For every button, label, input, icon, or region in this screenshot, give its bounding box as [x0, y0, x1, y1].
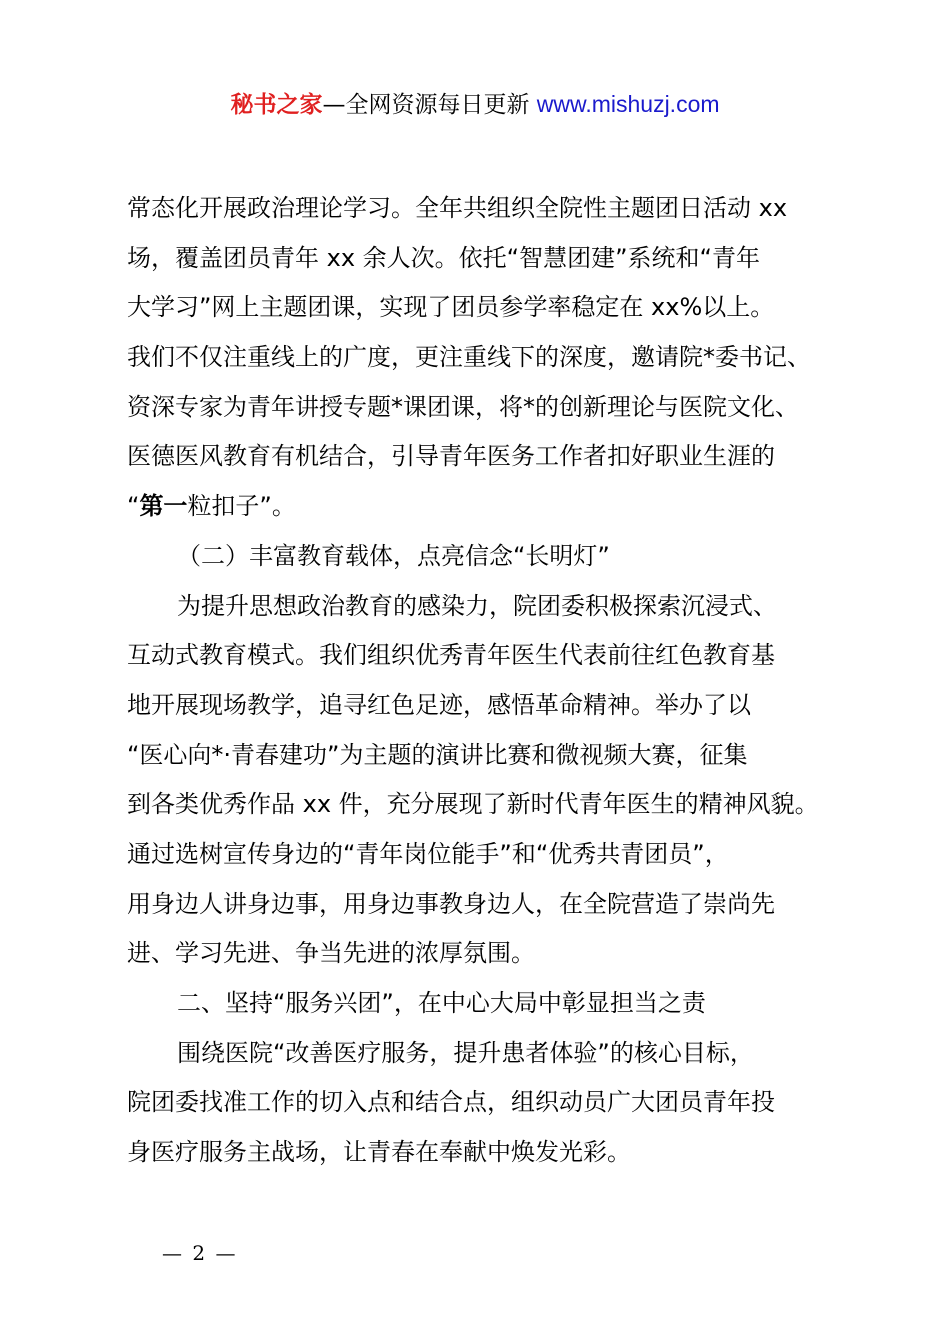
text-line: 我们不仅注重线上的广度，更注重线下的深度，邀请院*委书记、	[127, 343, 811, 372]
text-line	[127, 482, 847, 532]
text-line: 场，覆盖团员青年 xx 余人次。依托“智慧团建”系统和“青年	[127, 243, 760, 272]
text-line: 资深专家为青年讲授专题*课团课，将*的创新理论与医院文化、	[127, 392, 799, 421]
quote-rest: 粒扣子”。	[187, 492, 296, 521]
page-number: — 2 —	[162, 1241, 238, 1265]
site-header	[0, 88, 950, 121]
site-url[interactable]: www.mishuzj.com	[536, 91, 720, 117]
site-brand: 秘书之家	[230, 92, 323, 118]
text-line: 身医疗服务主战场，让青春在奉献中焕发光彩。	[127, 1138, 631, 1167]
document-body	[127, 184, 847, 1178]
site-tagline: —全网资源每日更新	[322, 92, 530, 118]
text-line: 用身边人讲身边事，用身边事教身边人，在全院营造了崇尚先	[127, 889, 775, 918]
text-line: 进、学习先进、争当先进的浓厚氛围。	[127, 939, 535, 968]
text-line: 互动式教育模式。我们组织优秀青年医生代表前往红色教育基	[127, 641, 775, 670]
text-line: 常态化开展政治理论学习。全年共组织全院性主题团日活动 xx	[127, 194, 788, 222]
section-heading: 二、坚持“服务兴团”，在中心大局中彰显担当之责	[177, 989, 706, 1017]
text-line: 大学习”网上主题团课，实现了团员参学率稳定在 xx%以上。	[127, 293, 775, 322]
text-line: 地开展现场教学，追寻红色足迹，感悟革命精神。举办了以	[127, 690, 751, 719]
text-line: 到各类优秀作品 xx 件，充分展现了新时代青年医生的精神风貌。	[127, 790, 819, 819]
text-line: “医心向*·青春建功”为主题的演讲比赛和微视频大赛，征集	[127, 740, 748, 769]
section-heading: （二）丰富教育载体，点亮信念“长明灯”	[177, 541, 610, 570]
text-line: 院团委找准工作的切入点和结合点，组织动员广大团员青年投	[127, 1088, 775, 1117]
text-line: 通过选树宣传身边的“青年岗位能手”和“优秀共青团员”，	[127, 839, 729, 868]
quote-open: “	[127, 492, 140, 521]
bold-text: 第一	[139, 492, 188, 521]
text-line: 为提升思想政治教育的感染力，院团委积极探索沉浸式、	[177, 591, 777, 620]
text-line: 围绕医院“改善医疗服务，提升患者体验”的核心目标，	[177, 1038, 754, 1067]
text-line: 医德医风教育有机结合，引导青年医务工作者扣好职业生涯的	[127, 442, 775, 471]
